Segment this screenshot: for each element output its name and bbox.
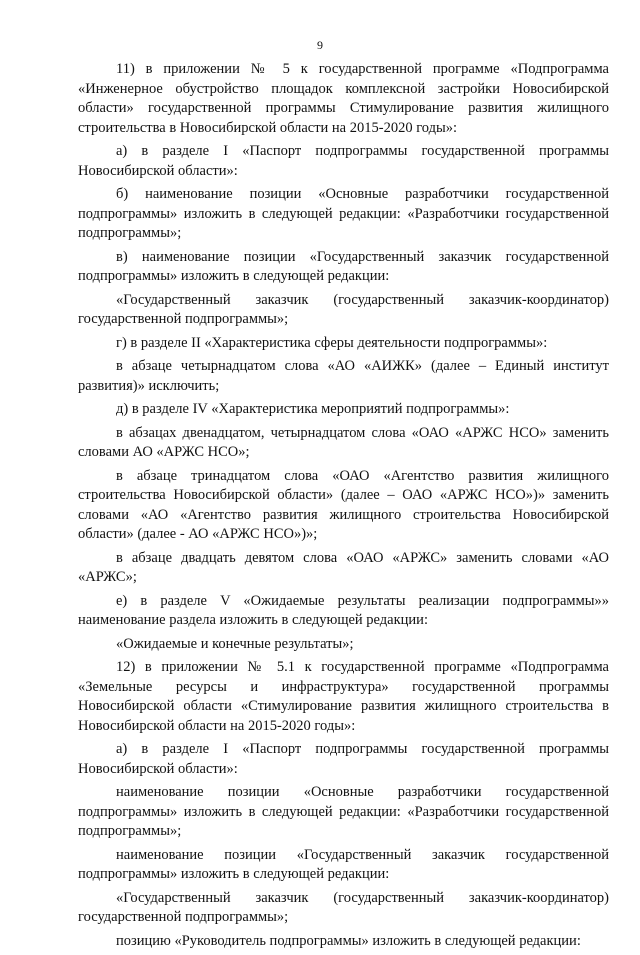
- paragraph-item-12: 12) в приложении № 5.1 к государственной программе «Подпрограмма «Земельные ресурсы и инфраструктура» государственной программы Новосибирской области «Стимулирование развития жилищного строительства в Новосибирской области на 2015-2020 годы»:: [78, 659, 609, 734]
- page-number: 9: [317, 38, 323, 52]
- paragraph-subitem-g: г) в разделе II «Характеристика сферы деятельности подпрограммы»:: [116, 334, 548, 351]
- paragraph-quote: «Государственный заказчик (государственный заказчик-координатор) государственной подпрограммы»;: [78, 889, 609, 925]
- paragraph-text: в абзаце тринадцатом слова «ОАО «Агентство развития жилищного строительства Новосибирской области» (далее – ОАО «АРЖС НСО»)» заменить словами «АО «Агентство развития жилищного строительства Новосибирской области» (далее - АО «АРЖС НСО»)»;: [78, 467, 609, 542]
- paragraph-text: в абзацах двенадцатом, четырнадцатом слова «ОАО «АРЖС НСО» заменить словами АО «АРЖС НСО»;: [78, 424, 609, 460]
- paragraph-subitem-v: в) наименование позиции «Государственный заказчик государственной подпрограммы» изложить в следующей редакции:: [78, 248, 609, 284]
- paragraph-text: в абзаце четырнадцатом слова «АО «АИЖК» (далее – Единый институт развития)» исключить;: [78, 358, 609, 394]
- paragraph-subitem-b: б) наименование позиции «Основные разработчики государственной подпрограммы» изложить в следующей редакции: «Разработчики государственной подпрограммы»;: [78, 186, 609, 241]
- paragraph-subitem-a: а) в разделе I «Паспорт подпрограммы государственной программы Новосибирской области»:: [78, 143, 609, 179]
- document-body: [78, 60, 609, 955]
- paragraph-text: наименование позиции «Государственный заказчик государственной подпрограммы» изложить в следующей редакции:: [78, 846, 609, 882]
- paragraph-subitem-a: а) в разделе I «Паспорт подпрограммы государственной программы Новосибирской области»:: [78, 741, 609, 777]
- paragraph-subitem-d: д) в разделе IV «Характеристика мероприятий подпрограммы»:: [116, 401, 510, 417]
- paragraph-text: наименование позиции «Основные разработчики государственной подпрограммы» изложить в следующей редакции: «Разработчики государственной подпрограммы»;: [78, 784, 609, 839]
- paragraph-subitem-e: е) в разделе V «Ожидаемые результаты реализации подпрограммы»» наименование раздела изложить в следующей редакции:: [78, 592, 609, 628]
- paragraph-text: в абзаце двадцать девятом слова «ОАО «АРЖС» заменить словами «АО «АРЖС»;: [78, 549, 609, 585]
- paragraph-item-11: 11) в приложении № 5 к государственной программе «Подпрограмма «Инженерное обустройство площадок комплексной застройки Новосибирской области» государственной программы Стимулирование развития жилищного строительства в Новосибирской области на 2015-2020 годы»:: [78, 61, 609, 136]
- paragraph-quote: «Ожидаемые и конечные результаты»;: [116, 635, 354, 652]
- paragraph-text: позицию «Руководитель подпрограммы» изложить в следующей редакции:: [116, 932, 581, 949]
- paragraph-quote: «Государственный заказчик (государственный заказчик-координатор) государственной подпрограммы»;: [78, 291, 609, 327]
